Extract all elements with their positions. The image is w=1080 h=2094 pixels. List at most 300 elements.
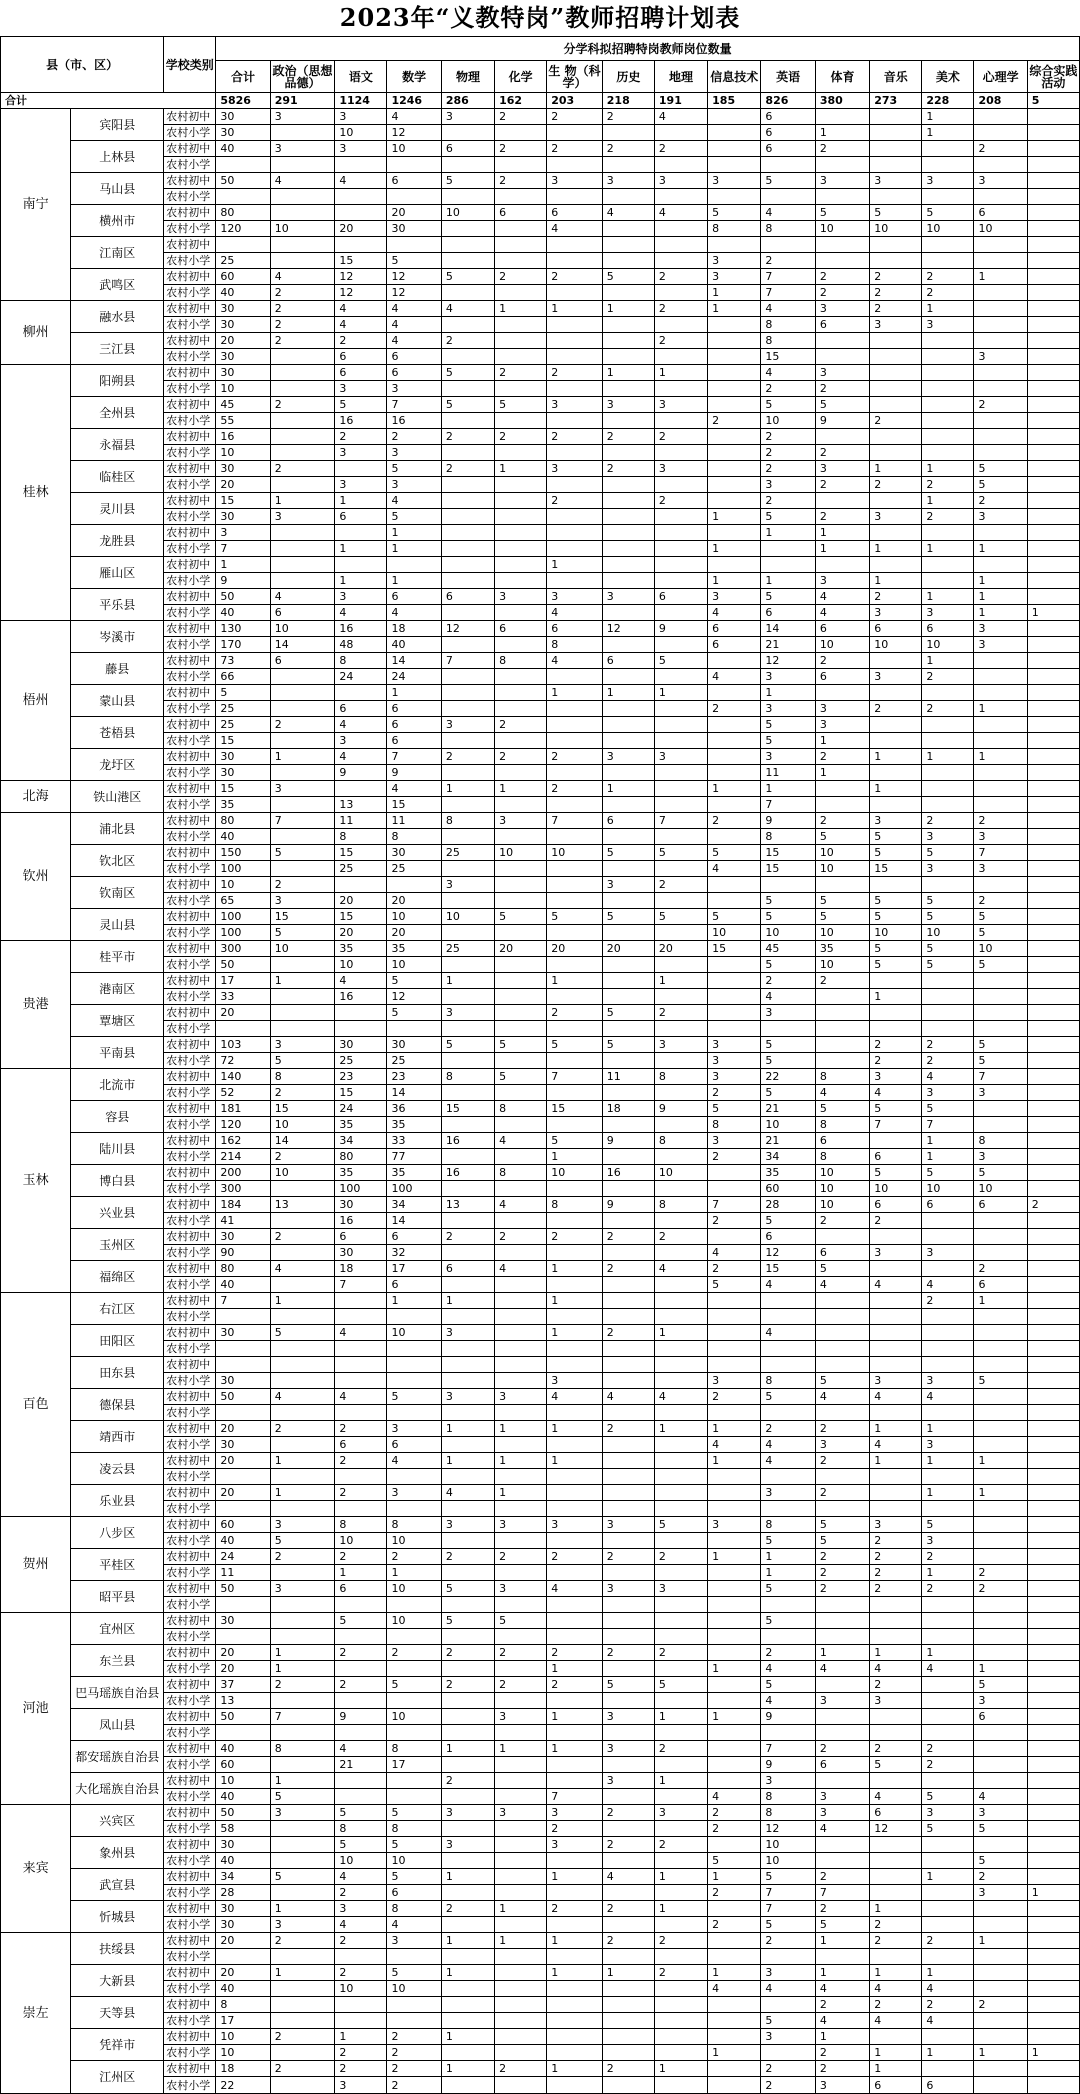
quota-cell [335,1021,387,1037]
quota-cell: 8 [547,1197,603,1213]
school-type-cell: 农村小学 [164,1309,216,1325]
quota-cell [974,1421,1027,1437]
quota-cell [1027,637,1079,653]
quota-cell: 3 [974,637,1027,653]
quota-cell [974,685,1027,701]
quota-cell: 1 [974,1293,1027,1309]
school-type-cell: 农村初中 [164,173,216,189]
quota-cell [602,1565,654,1581]
quota-cell [815,1293,869,1309]
quota-cell: 4 [761,1277,815,1293]
quota-cell: 1 [815,541,869,557]
quota-cell: 4 [870,1981,922,1997]
quota-cell: 2 [761,381,815,397]
quota-cell: 1 [495,781,547,797]
county-cell: 灵山县 [71,909,164,941]
quota-cell [270,1693,335,1709]
quota-cell [602,1613,654,1629]
quota-cell: 4 [708,1789,761,1805]
quota-cell: 3 [547,461,603,477]
quota-cell [495,989,547,1005]
quota-cell [495,253,547,269]
quota-cell: 1 [974,701,1027,717]
quota-cell: 1 [708,1549,761,1565]
quota-cell [335,205,387,221]
quota-cell: 24 [387,669,441,685]
quota-cell: 5 [922,1517,974,1533]
quota-cell: 3 [216,525,270,541]
quota-cell: 10 [216,1773,270,1789]
quota-cell [1027,1709,1079,1725]
quota-cell [602,189,654,205]
quota-cell: 2 [654,1549,707,1565]
quota-cell [270,1373,335,1389]
quota-cell [1027,2061,1079,2077]
quota-cell: 1 [1027,1885,1079,1901]
quota-cell [708,1613,761,1629]
quota-cell: 10 [270,1165,335,1181]
quota-cell [270,1565,335,1581]
table-row [1,109,1080,125]
quota-cell [654,989,707,1005]
quota-cell: 2 [547,1645,603,1661]
quota-cell: 2 [815,269,869,285]
quota-cell: 4 [761,1981,815,1997]
quota-cell [270,237,335,253]
quota-cell: 2 [602,1837,654,1853]
quota-cell: 1 [974,749,1027,765]
quota-cell [495,973,547,989]
quota-cell [708,1229,761,1245]
school-type-cell: 农村小学 [164,1533,216,1549]
school-type-cell: 农村初中 [164,557,216,573]
quota-cell [547,1725,603,1741]
quota-cell: 28 [216,1885,270,1901]
quota-cell [1027,957,1079,973]
quota-cell: 8 [216,1997,270,2013]
quota-cell [335,1005,387,1021]
quota-cell: 25 [387,1053,441,1069]
quota-cell: 2 [547,1677,603,1693]
quota-cell [1027,1133,1079,1149]
quota-cell [441,2013,494,2029]
quota-cell: 3 [335,141,387,157]
quota-cell: 1 [870,573,922,589]
quota-cell [270,477,335,493]
subject-header: 生 物（科学） [547,61,603,93]
quota-cell [974,669,1027,685]
quota-cell [974,1901,1027,1917]
quota-cell [602,1021,654,1037]
quota-cell [602,541,654,557]
quota-cell: 12 [870,1821,922,1837]
city-cell: 来宾 [1,1805,71,1933]
table-row [1,1069,1080,1085]
quota-cell: 24 [335,1101,387,1117]
quota-cell: 3 [654,173,707,189]
quota-cell [335,1405,387,1421]
quota-cell [602,1453,654,1469]
quota-cell [602,1181,654,1197]
quota-cell [1027,525,1079,541]
school-type-cell: 农村初中 [164,1133,216,1149]
quota-cell: 33 [387,1133,441,1149]
quota-cell [654,797,707,813]
quota-cell: 2 [335,333,387,349]
quota-cell: 5 [387,253,441,269]
quota-cell [870,877,922,893]
quota-cell [495,1213,547,1229]
school-type-cell: 农村小学 [164,1149,216,1165]
quota-cell: 1 [922,125,974,141]
quota-cell [654,221,707,237]
quota-cell: 1 [441,781,494,797]
quota-cell: 3 [922,173,974,189]
quota-cell: 1 [547,1261,603,1277]
quota-cell [708,461,761,477]
quota-cell: 3 [335,109,387,125]
quota-cell: 15 [216,493,270,509]
county-cell: 八步区 [71,1517,164,1549]
quota-cell: 1 [870,749,922,765]
quota-cell [922,797,974,813]
quota-cell: 3 [602,1517,654,1533]
quota-cell [974,1389,1027,1405]
school-type-cell: 农村小学 [164,733,216,749]
quota-cell: 2 [870,1581,922,1597]
quota-cell: 5 [870,1101,922,1117]
quota-cell [815,1709,869,1725]
quota-cell [922,1917,974,1933]
quota-cell [216,1469,270,1485]
quota-cell: 1 [547,1453,603,1469]
quota-cell [441,493,494,509]
quota-cell [922,557,974,573]
school-type-cell: 农村小学 [164,701,216,717]
quota-cell: 15 [335,253,387,269]
quota-cell: 6 [815,1757,869,1773]
school-type-cell: 农村初中 [164,1837,216,1853]
quota-cell: 2 [335,1965,387,1981]
quota-cell [602,413,654,429]
quota-cell [270,957,335,973]
quota-cell [602,1469,654,1485]
quota-cell: 35 [387,1165,441,1181]
quota-cell: 2 [761,1421,815,1437]
school-type-cell: 农村初中 [164,429,216,445]
quota-cell: 4 [870,1789,922,1805]
quota-cell [547,1021,603,1037]
quota-cell: 8 [495,1165,547,1181]
quota-cell: 2 [922,813,974,829]
quota-cell [870,125,922,141]
quota-cell: 1 [922,653,974,669]
quota-cell: 3 [922,1437,974,1453]
quota-cell [495,1965,547,1981]
quota-cell: 2 [815,1549,869,1565]
quota-cell [974,525,1027,541]
quota-cell [1027,1805,1079,1821]
quota-cell: 5 [441,173,494,189]
quota-cell: 3 [654,1805,707,1821]
quota-cell: 35 [387,941,441,957]
quota-cell [974,1597,1027,1613]
quota-cell: 20 [335,893,387,909]
quota-cell: 10 [441,205,494,221]
quota-cell: 3 [387,1421,441,1437]
quota-cell: 3 [870,605,922,621]
quota-cell: 10 [547,1165,603,1181]
quota-cell [602,477,654,493]
quota-cell [708,2013,761,2029]
quota-cell [708,125,761,141]
quota-cell: 3 [815,1805,869,1821]
quota-cell: 1 [547,557,603,573]
quota-cell: 4 [270,173,335,189]
school-type-cell: 农村初中 [164,493,216,509]
quota-cell [1027,1373,1079,1389]
quota-cell [495,1469,547,1485]
quota-cell: 11 [335,813,387,829]
quota-cell: 20 [547,941,603,957]
quota-cell [870,1853,922,1869]
quota-cell: 1 [547,301,603,317]
city-cell: 梧州 [1,621,71,781]
quota-cell: 2 [495,1549,547,1565]
quota-cell: 20 [387,205,441,221]
quota-cell: 2 [870,1933,922,1949]
quota-cell [495,509,547,525]
city-cell: 桂林 [1,365,71,621]
quota-cell: 20 [216,1661,270,1677]
quota-cell: 12 [387,125,441,141]
quota-cell: 4 [815,1981,869,1997]
quota-cell: 2 [815,813,869,829]
county-cell: 象州县 [71,1837,164,1869]
quota-cell [270,413,335,429]
quota-cell [495,925,547,941]
quota-cell: 4 [870,1277,922,1293]
quota-cell: 5 [387,1869,441,1885]
quota-cell: 50 [216,1581,270,1597]
quota-cell: 7 [387,749,441,765]
quota-cell: 33 [216,989,270,1005]
quota-cell: 3 [441,1837,494,1853]
quota-cell [974,1101,1027,1117]
quota-cell: 2 [761,973,815,989]
quota-cell [495,829,547,845]
quota-cell [815,429,869,445]
quota-cell: 3 [974,829,1027,845]
quota-cell: 2 [1027,1197,1079,1213]
quota-cell: 50 [216,1389,270,1405]
county-cell: 兴宾区 [71,1805,164,1837]
quota-cell: 10 [815,925,869,941]
school-type-cell: 农村小学 [164,253,216,269]
quota-cell: 9 [761,1709,815,1725]
county-cell: 兴业县 [71,1197,164,1229]
quota-cell [708,1901,761,1917]
quota-cell: 3 [870,1517,922,1533]
quota-cell: 17 [387,1261,441,1277]
table-row [1,621,1080,637]
quota-cell [547,125,603,141]
quota-cell [654,637,707,653]
quota-cell [654,1453,707,1469]
quota-cell: 2 [815,141,869,157]
quota-cell [1027,653,1079,669]
quota-cell [495,1629,547,1645]
quota-cell [441,1661,494,1677]
quota-cell: 30 [216,365,270,381]
quota-cell [270,1405,335,1421]
quota-cell [1027,1901,1079,1917]
quota-cell [1027,797,1079,813]
quota-cell: 2 [815,749,869,765]
quota-cell [654,1613,707,1629]
quota-cell: 7 [441,653,494,669]
quota-cell: 15 [335,1085,387,1101]
quota-cell: 4 [761,1437,815,1453]
quota-cell: 3 [761,477,815,493]
quota-cell: 20 [335,221,387,237]
county-cell: 武宣县 [71,1869,164,1901]
quota-cell [441,1021,494,1037]
quota-cell: 4 [870,1661,922,1677]
quota-cell [495,2013,547,2029]
quota-cell: 8 [654,1133,707,1149]
quota-cell [335,1341,387,1357]
quota-cell: 6 [708,637,761,653]
quota-cell [974,157,1027,173]
quota-cell: 1 [922,301,974,317]
quota-cell [922,1677,974,1693]
quota-cell: 3 [870,1373,922,1389]
school-type-cell: 农村初中 [164,941,216,957]
quota-cell: 5 [270,845,335,861]
quota-cell: 2 [602,1325,654,1341]
quota-cell [387,189,441,205]
quota-cell: 3 [335,381,387,397]
quota-cell: 2 [974,1565,1027,1581]
quota-cell [495,1997,547,2013]
quota-cell: 5 [761,1037,815,1053]
county-cell: 浦北县 [71,813,164,845]
quota-cell [495,1853,547,1869]
quota-cell [495,1757,547,1773]
quota-cell [547,1405,603,1421]
quota-cell [547,1885,603,1901]
quota-cell: 16 [335,1213,387,1229]
quota-cell: 15 [761,1261,815,1277]
quota-cell [1027,717,1079,733]
county-cell: 钦南区 [71,877,164,909]
quota-cell: 3 [654,397,707,413]
county-cell: 武鸣区 [71,269,164,301]
quota-cell: 10 [761,1853,815,1869]
table-row [1,1709,1080,1725]
quota-cell: 1 [270,1293,335,1309]
quota-cell [654,237,707,253]
quota-cell: 3 [708,1069,761,1085]
quota-cell [870,1357,922,1373]
quota-cell [761,557,815,573]
quota-cell: 2 [495,749,547,765]
school-type-cell: 农村初中 [164,685,216,701]
quota-cell: 1 [922,461,974,477]
quota-cell [547,237,603,253]
quota-cell [547,2013,603,2029]
quota-cell [387,1341,441,1357]
quota-cell: 100 [387,1181,441,1197]
quota-cell: 2 [654,1933,707,1949]
quota-cell [547,381,603,397]
quota-cell [708,493,761,509]
table-row [1,1645,1080,1661]
quota-cell [441,477,494,493]
quota-cell [654,1725,707,1741]
school-type-cell: 农村小学 [164,957,216,973]
quota-cell [654,1373,707,1389]
quota-cell: 2 [815,477,869,493]
quota-cell [708,653,761,669]
quota-cell [547,2045,603,2061]
table-row [1,1453,1080,1469]
county-cell: 大化瑶族自治县 [71,1773,164,1805]
quota-cell [602,1053,654,1069]
quota-cell [1027,1629,1079,1645]
quota-cell [654,717,707,733]
quota-cell: 2 [974,1869,1027,1885]
quota-cell [974,1309,1027,1325]
table-row [1,1133,1080,1149]
quota-cell: 15 [441,1101,494,1117]
quota-cell: 14 [387,1213,441,1229]
quota-cell [441,733,494,749]
quota-cell [870,493,922,509]
county-cell: 铁山港区 [71,781,164,813]
quota-cell [922,525,974,541]
quota-cell: 5 [216,685,270,701]
quota-cell [708,1485,761,1501]
quota-cell: 3 [441,1005,494,1021]
quota-cell [602,573,654,589]
quota-cell: 6 [815,1133,869,1149]
quota-cell: 10 [547,845,603,861]
quota-cell [708,685,761,701]
quota-cell [495,1917,547,1933]
quota-cell: 10 [870,1181,922,1197]
quota-cell: 40 [216,1853,270,1869]
quota-cell: 9 [761,1757,815,1773]
quota-cell: 7 [922,1117,974,1133]
quota-cell [922,1341,974,1357]
quota-cell [870,349,922,365]
quota-cell: 30 [216,1325,270,1341]
quota-cell: 6 [495,205,547,221]
quota-cell: 4 [708,1981,761,1997]
quota-cell [1027,1677,1079,1693]
quota-cell: 2 [708,1821,761,1837]
quota-cell: 8 [761,221,815,237]
quota-cell: 3 [270,109,335,125]
quota-cell: 10 [335,125,387,141]
quota-cell: 3 [495,1389,547,1405]
county-cell: 永福县 [71,429,164,461]
quota-cell: 5 [335,1805,387,1821]
quota-cell: 3 [441,1325,494,1341]
quota-cell [761,1997,815,2013]
